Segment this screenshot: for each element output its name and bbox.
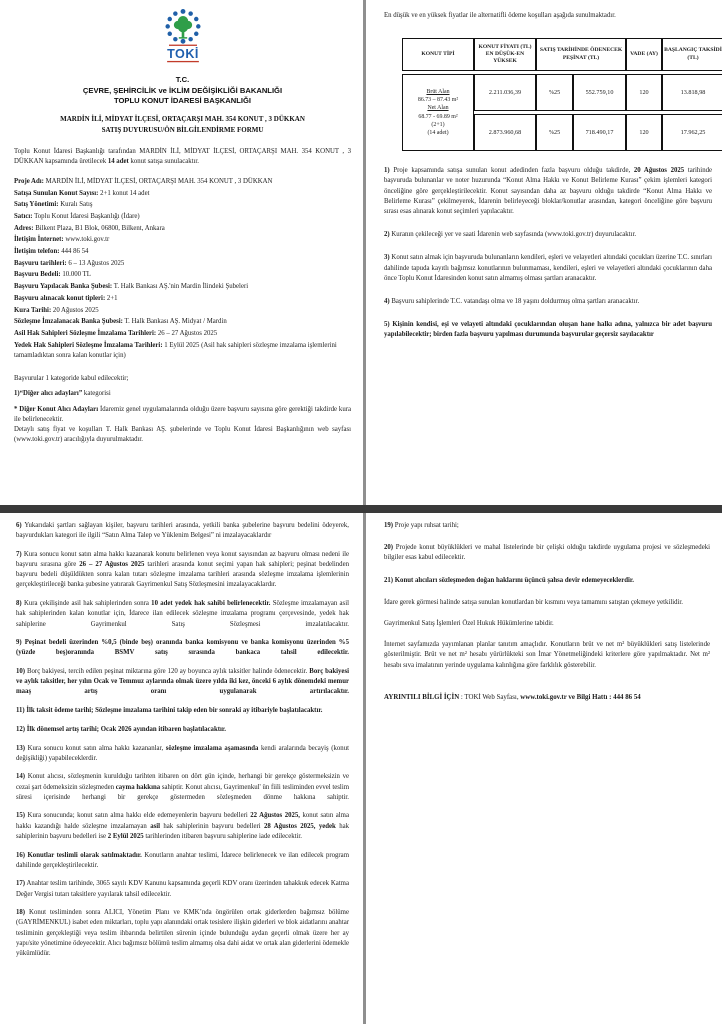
field-value: T. Halk Bankası AŞ. Midyat / Mardin [124,318,227,326]
ministry-line: ÇEVRE, ŞEHİRCİLİK ve İKLİM DEĞİŞİKLİĞİ BAKANLIĞI [82,85,283,95]
horizontal-page-divider [0,505,722,513]
numbered-item: 6) Yukarıdaki şartları sağlayan kişiler, başvuru tarihleri arasında, yetkili banka şubelerine başvuru bedelini ödeyerek, başvurdukları kategori ile ilgili “Satın Alma Talep ve Yüklenim Belgesi” ni imzalayacaklardır [16,522,349,540]
numbered-item: 14) Konut alıcısı, sözleşmenin kurulduğu tarihten itibaren on dört gün içinde, herhangi bir gerekçe göstermeksizin ve cezai şart ödemeksizin sözleşmeden cayma hakkına sahiptir. Konut alıcısı, Gayrimenkul' ün fiili tesliminden evvel teslim süresi içerisinde herhangi bir gerekçe göstermeden sözleşmeden dönme hakkına sahiptir. [16,773,349,801]
table-cell-installment: 17.962,25 [662,114,722,151]
numbered-item: 11) İlk taksit ödeme tarihi; Sözleşme imzalama tarihini takip eden bir sonraki ay itibariyle başlatılacaktır. [16,707,323,715]
category-note-2: Detaylı satış fiyat ve koşulları T. Halk Bankası AŞ. şubelerinde ve Toplu Konut İdaresi Başkanlığının web sayfası (www.toki.gov.tr) aracılığıyla duyurulmaktadır. [14,426,351,443]
field-value: 10.000 TL [62,271,91,279]
numbered-item: 21) Konut alıcıları sözleşmeden doğan haklarını üçüncü şahsa devir edemeyeceklerdir. [384,576,634,584]
numbered-item: 10) Borç bakiyesi, tercih edilen peşinat miktarına göre 120 ay boyunca aylık taksitler halinde ödenecektir. Borç bakiyesi ve aylık taksitler, her yılın Ocak ve Temmuz aylarında olmak üzere yılda iki kez, önceki 6 aylık dönemdeki memur maaş artış oranı uygulanarak artırılacaktır. [16,668,349,696]
numbered-item: 19) Proje yapı ruhsat tarihi; [384,522,459,529]
field-label: Başvuru tarihleri: [14,259,67,267]
info-field [14,189,351,199]
logo-container [14,8,351,75]
info-fields [14,177,351,361]
field-label: Başvuru Yapılacak Banka Şubesi: [14,283,113,291]
field-label: Yedek Hak Sahipleri Sözleşme İmzalama Tarihleri: [14,341,163,349]
info-field [14,329,351,339]
intro-paragraph: Toplu Konut İdaresi Başkanlığı tarafından MARDİN İLİ, MİDYAT İLÇESİ, ORTAÇARŞI MAH. 354 KONUT , 3 DÜKKAN kapsamında üretilecek 14 adet konut satışa sunulacaktır. [14,147,351,165]
info-field [14,259,351,269]
price-table [402,38,722,151]
konut-tipi-line: Net Alan [427,105,449,112]
konut-tipi-line: Brüt Alan [426,88,450,95]
closing-paragraphs [384,598,710,671]
field-value: 2+1 konut 14 adet [100,189,150,197]
field-label: İletişim telefon: [14,248,60,256]
document-title [14,114,351,136]
col-header-fiyat: KONUT FİYATI (TL) EN DÜŞÜK-EN YÜKSEK [474,38,536,71]
contact-footer: AYRINTILI BİLGİ İÇİN : TOKİ Web Sayfası, www.toki.gov.tr ve Bilgi Hattı : 444 86 54 [384,693,641,701]
info-field [14,212,351,222]
table-cell-price: 2.873.960,68 [474,114,536,151]
field-label: Başvuru alınacak konut tipleri: [14,294,106,302]
items-6-18 [16,521,349,959]
field-value: Toplu Konut İdaresi Başkanlığı (İdare) [34,213,140,220]
field-label: Satışa Sunulan Konut Sayısı: [14,189,99,197]
col-header-vade: VADE (AY) [626,38,662,71]
page-2 [366,0,722,505]
table-cell-downpayment: 718.490,17 [573,114,626,151]
table-cell-price: 2.211.036,39 [474,74,536,111]
toki-logo-icon [155,8,211,70]
table-cell-percent: %25 [536,114,573,151]
field-value: MARDİN İLİ, MİDYAT İLÇESİ, ORTAÇARŞI MAH. 354 KONUT , 3 DÜKKAN [45,177,273,185]
table-cell-term: 120 [626,74,662,111]
field-label: Kura Tarihi: [14,306,52,314]
info-field [14,200,351,210]
konut-tipi-line: 86.73 – 87.43 m² [417,97,459,104]
col-header-taksit: BAŞLANGIÇ TAKSİDİ (TL) [662,38,722,71]
info-field [14,177,351,187]
logo-brand-text: TOKİ [166,47,199,62]
field-label: Adres: [14,224,34,232]
field-value: Kuralı Satış [60,201,93,209]
field-value: 2+1 [106,294,118,302]
numbered-item: 12) İlk dönemsel artış tarihi; Ocak 2026 ayından itibaren başlatılacaktır. [16,725,226,733]
items-1-5 [384,166,712,340]
field-label: Satıcı: [14,213,33,220]
field-value: 26 – 27 Ağustos 2025 [157,329,218,337]
konut-tipi-line: 68.77 - 69.89 m² [418,113,458,120]
numbered-item: 1) Proje kapsamında satışa sunulan konut adedinden fazla başvuru olduğu takdirde, 20 Ağustos 2025 tarihinde başvuruda bulunanlar ve noter huzurunda “Konut Alma Hakkı ve Konut Belirleme Kurası” çekim işlemleri kategori önceliğine göre gerçekleştirilecektir. Konut sayısından daha az başvuru olduğu takdirde “Konut Alma Hakkı ve Belirleme Kurası” çekilmeyerek, İdarenin belirleyeceği bloklar/konutlar arasından, kategori önceliğine göre başvuru sırası esas alınarak konut seçimleri yapılacaktır. [384,167,713,215]
info-field [14,341,351,361]
document-title-line: MARDİN İLİ, MİDYAT İLÇESİ, ORTAÇARŞI MAH. 354 KONUT , 3 DÜKKAN [60,114,305,123]
closing-paragraph: İnternet sayfamızda yayımlanan planlar tanıtım amaçlıdır. Konutların brüt ve net m² büyüklükleri satış listelerinde gösterilmiştir. Brüt ve net m² hesabı yürürlükteki son İmar Yönetmeliğindeki kriterlere göre yapılmaktadır. Net m² hesabı sıva imalatının yerinde uygulama kalınlığına göre farklılık gösterebilir. [384,641,710,669]
numbered-item: 2) Kuranın çekileceği yer ve saati İdarenin web sayfasında (www.toki.gov.tr) duyurulacaktır. [384,231,637,239]
field-label: İletişim İnternet: [14,236,64,244]
info-field [14,282,351,292]
field-value: www.toki.gov.tr [65,236,110,244]
page-3 [0,513,363,1024]
info-field [14,317,351,327]
ministry-line: TOPLU KONUT İDARESİ BAŞKANLIĞI [114,96,251,106]
field-value: T. Halk Bankası AŞ.'nin Mardin İlindeki Şubeleri [113,283,249,291]
table-cell-installment: 13.818,98 [662,74,722,111]
closing-paragraph: Gayrimenkul Satış İşlemleri Özel Hukuk Hükümlerine tabidir. [384,619,554,627]
numbered-item: 5) Kişinin kendisi, eşi ve velayeti altındaki çocuklarından oluşan hane halkı adına, yalnızca bir adet başvuru yapılabilecektir; birden fazla başvuru yapılması durumunda başvurular geçersiz sayılacaktır [384,321,712,339]
category-item: 1)“Diğer alıcı adayları” kategorisi [14,390,111,398]
numbered-item: 3) Konut satın almak için başvuruda bulunanların kendileri, eşleri ve velayetleri altındaki çocukları üzerine T.C. sınırları dahilinde tapuda kayıtlı bağımsız konutlarının bulunmaması, kendileri, eşleri ve velayetleri altındaki çocuklarının daha önce Toplu Konut İdaresinden konut satın almamış olması şartları aranacaktır. [384,254,712,282]
field-value: 1 Eylül 2025 (Asil hak sahipleri sözleşme imzalama işlemlerini tamamladıktan sonra kalan konutlar için) [14,341,337,359]
ministry-heading [14,86,351,107]
numbered-item: 18) Konut tesliminden sonra ALICI, Yönetim Planı ve KMK’nda öngörülen ortak giderlerden bağımsız bölüme (GAYRİMENKUL) isabet eden miktarları, toplu yapı alanındaki ortak tesislere ilişkin giderleri ve blok aidatlarını anahtar tesliminin gerçekleştiği veya teslim ihbarında belirtilen sürenin içinde bulunduğu aydan geçerli olmak üzere her ay yapı/site yönetimine ödeyecektir. Alıcı bağımsız bölümü teslim almamış olsa dahi aidat ve ortak alan giderlerini ödemekle yükümlüdür. [16,909,349,957]
numbered-item: 16) Konutlar teslimli olarak satılmaktadır. Konutların anahtar teslimi, İdarece belirlenecek ve ilan edilecek program dahilinde gerçekleştirilecektir. [16,851,349,869]
field-label: Satış Yönetimi: [14,201,59,209]
info-field [14,247,351,257]
field-value: 6 – 13 Ağustos 2025 [68,259,125,267]
numbered-item: 4) Başvuru sahiplerinde T.C. vatandaşı olma ve 18 yaşını doldurmuş olma şartları aranacaktır. [384,297,640,305]
category-block [14,374,351,445]
field-value: 20 Ağustos 2025 [52,306,99,314]
logo-caption-bar-bottom [167,61,199,62]
numbered-item: 15) Kura sonucunda; konut satın alma hakkı elde edemeyenlerin başvuru bedelleri 22 Ağustos 2025, konut satın alma hakkı kazandığı halde sözleşme imzalamayan asil hak sahiplerinin başvuru bedelleri 28 Ağustos 2025, yedek hak sahiplerinin başvuru bedelleri ise 2 Eylül 2025 tarihlerinden itibaren başvuru sahiplerine iade edilecektir. [16,812,350,840]
numbered-item: 20) Projede konut büyüklükleri ve mahal listelerinde bir çelişki olduğu takdirde uygulama projesi ve sözleşmedeki bilgiler esas kabul edilecektir. [384,544,710,562]
numbered-item: 7) Kura sonucu konut satın alma hakkı kazanarak konutu belirlenen veya konut sayısından az başvuru olması nedeni ile başvuru sırasına göre 26 – 27 Ağustos 2025 tarihleri arasında konut seçimi yapan hak sahipleri; peşinat bedelinden başvuru bedeli düşüldükten sonra kalan tutarı sözleşme imzalama tarihleri arasında sözleşme imzalama işlemlerinin gerçekleştirileceği banka şubesine yatırarak Gayrimenkul Satış Sözleşmesini imzalayacaklardır. [16,550,349,589]
info-field [14,224,351,234]
closing-paragraph: İdare gerek görmesi halinde satışa sunulan konutlardan bir kısmını veya tamamını satıştan çekmeye yetkilidir. [384,598,683,606]
category-note: * Diğer Konut Alıcı Adayları İdaremiz genel uygulamalarında olduğu üzere başvuru sayısına göre gerektiği takdirde kura ile belirlenecektir. [14,406,352,424]
price-intro: En düşük ve en yüksek fiyatlar ile alternatifli ödeme koşulları aşağıda sunulmaktadır. [384,12,616,19]
field-label: Asil Hak Sahipleri Sözleşme İmzalama Tarihleri: [14,329,157,337]
document-title-line: SATIŞ DUYURUSU/ÖN BİLGİLENDİRME FORMU [101,125,264,134]
konut-tipi-line: (14 adet) [427,130,449,137]
info-field [14,294,351,304]
field-value: Bilkent Plaza, B1 Blok, 06800, Bilkent, Ankara [35,224,165,232]
info-field [14,270,351,280]
logo-caption-bar-top [169,45,197,46]
table-cell-term: 120 [626,114,662,151]
col-header-pesinat: SATIŞ TARİHİNDE ÖDENECEK PEŞİNAT (TL) [536,38,626,71]
page-1 [0,0,363,505]
field-label: Başvuru Bedeli: [14,271,61,279]
konut-tipi-line: (2+1) [431,121,445,128]
field-label: Sözleşme İmzalanacak Banka Şubesi: [14,318,123,326]
numbered-item: 9) Peşinat bedeli üzerinden %0,5 (binde beş) oranında banka komisyonu ve banka komisyonu üzerinden %5 (yüzde beş)oranında BSMV satış sırasında bankaca tahsil edilecektir. [16,639,349,657]
category-intro: Başvurular 1 kategoride kabul edilecektir; [14,374,129,382]
numbered-item: 8) Kura çekilişinde asil hak sahiplerinden sonra 10 adet yedek hak sahibi belirlenecektir. Sözleşme imzalamayan asil hak sahiplerinden kalan konutlar için, İdarece ilan edilecek sözleşme imzalama programı çerçevesinde, yedek hak sahiplerine Gayrimenkul Satış Sözleşmesi imzalatılacaktır. [16,600,349,628]
konut-tipi-cell [402,74,474,151]
items-19-21 [384,521,710,586]
numbered-item: 17) Anahtar teslim tarihinde, 3065 sayılı KDV Kanunu kapsamında geçerli KDV oranı üzerinden tahakkuk edecek Katma Değer Vergisi tutarı taksitlere yayılarak tahsil edilecektir. [16,880,349,898]
table-cell-percent: %25 [536,74,573,111]
info-field [14,235,351,245]
page-4 [366,513,722,1024]
info-field [14,306,351,316]
table-cell-downpayment: 552.759,10 [573,74,626,111]
tc-heading: T.C. [175,75,190,84]
numbered-item: 13) Kura sonucu konut satın alma hakkı kazananlar, sözleşme imzalama aşamasında kendi aralarında becayiş (konut değişikliği) yapabileceklerdir. [16,744,349,762]
field-label: Proje Adı: [14,177,44,185]
field-value: 444 86 54 [61,248,89,256]
col-header-konut-tipi: KONUT TİPİ [402,38,474,71]
